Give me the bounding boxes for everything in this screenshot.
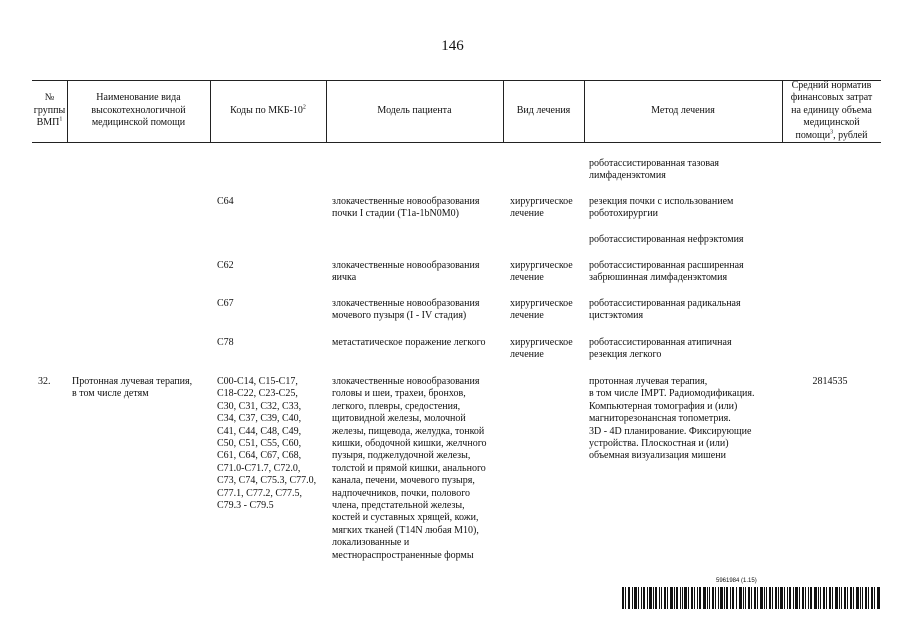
- patient-model-cell: злокачественные новообразования головы и шеи, трахеи, бронхов, легкого, плевры, средостения, щитовидной железы, молочной железы, пищевода, желудка, тонкой кишки, ободочной кишки, желчного пузыря, поджелудочной железы, толстой и прямой кишки, анального канала, печени, мочевого пузыря, надпочечников, почки, полового члена, предстательной железы, костей и суставных хрящей, кожи, мягких тканей (T14N любая M10), локализованные и местнораспространенные формы: [332, 376, 487, 561]
- treatment-method-cell: резекция почки с использованием роботохирургии: [589, 196, 734, 220]
- treatment-method-cell: роботассистированная нефрэктомия: [589, 234, 744, 245]
- cost-cell: 2814535: [812, 376, 848, 387]
- icd-codes-cell: C67: [217, 298, 234, 309]
- treatment-type-cell: хирургическое лечение: [510, 260, 573, 284]
- patient-model-cell: злокачественные новообразования мочевого пузыря (I - IV стадия): [332, 298, 480, 322]
- group-number-cell: 32.: [38, 376, 51, 387]
- treatment-type-cell: хирургическое лечение: [510, 337, 573, 361]
- icd-codes-cell: C00-C14, C15-C17, C18-C22, C23-C25, C30, C31, C32, C33, C34, C37, C39, C40, C41, C44, C48, C49, C50, C51, C55, C60, C61, C64, C67, C68, C71.0-C71.7, C72.0, C73, C74, C75.3, C77.0, C77.1, C77.2, C77.5, C79.3 - C79.5: [217, 376, 317, 512]
- header-treatment-method: Метод лечения: [651, 104, 715, 116]
- page-number: 146: [441, 38, 464, 54]
- treatment-method-cell: роботассистированная атипичная резекция легкого: [589, 337, 732, 361]
- header-patient-model: Модель пациента: [377, 104, 452, 116]
- icd-codes-cell: C64: [217, 196, 234, 207]
- header-bottom-rule: [32, 142, 881, 143]
- header-group-no: № группы ВМП$^1$: [33, 92, 66, 129]
- icd-codes-cell: C78: [217, 337, 234, 348]
- header-care-name: Наименование вида высокотехнологичной медицинской помощи: [91, 92, 186, 129]
- patient-model-cell: злокачественные новообразования яичка: [332, 260, 480, 284]
- patient-model-cell: метастатическое поражение легкого: [332, 337, 486, 348]
- barcode-label: 5961984 (1.15): [716, 578, 757, 584]
- treatment-method-cell: роботассистированная тазовая лимфаденэктомия: [589, 158, 719, 182]
- barcode: [622, 587, 880, 609]
- treatment-method-cell: протонная лучевая терапия, в том числе IMPT. Радиомодификация. Компьютерная томография и (или) магниторезонансная топометрия. 3D - 4D планирование. Фиксирующие устройства. Плоскостная и (или) объемная визуализация мишени: [589, 376, 755, 462]
- care-name-cell: Протонная лучевая терапия, в том числе детям: [72, 376, 193, 400]
- header-cost-norm: Средний норматив финансовых затрат на единицу объема медицинской помощи$^3$, рублей: [790, 79, 873, 141]
- header-icd-codes: Коды по МКБ-$10^2$: [230, 104, 306, 116]
- patient-model-cell: злокачественные новообразования почки I стадии (T1a-1bN0M0): [332, 196, 480, 220]
- treatment-type-cell: хирургическое лечение: [510, 298, 573, 322]
- treatment-method-cell: роботассистированная расширенная забрюшинная лимфаденэктомия: [589, 260, 744, 284]
- treatment-method-cell: роботассистированная радикальная цистэктомия: [589, 298, 741, 322]
- header-treatment-type: Вид лечения: [516, 104, 571, 116]
- treatment-type-cell: хирургическое лечение: [510, 196, 573, 220]
- icd-codes-cell: C62: [217, 260, 234, 271]
